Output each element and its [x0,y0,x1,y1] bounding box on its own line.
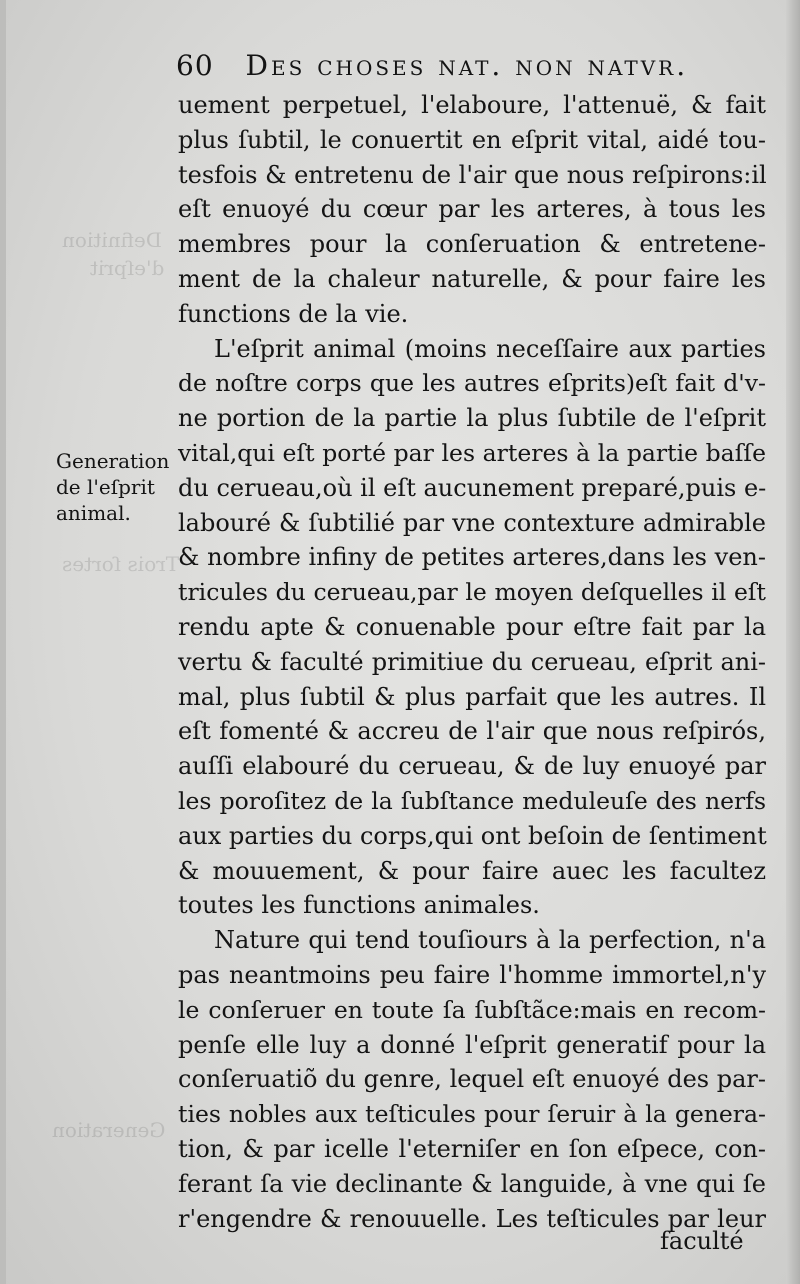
text-line: pas neantmoins peu faire l'homme immortel,n'y [178,960,766,989]
text-line: r'engendre & renouuelle. Les teſticules par leur [178,1204,766,1233]
show-through-text: Generation [52,1118,166,1142]
text-line: ties nobles aux teſticules pour ſeruir à la genera- [178,1100,766,1129]
text-line: conſeruatiõ du genre, lequel eſt enuoyé des par- [178,1065,766,1094]
text-line: du cerueau,où il eſt aucunement preparé,puis e- [178,473,767,502]
text-line: tricules du cerueau,par le moyen deſquelles il eſt [178,578,766,607]
page-number: 60 [176,49,214,82]
text-line: ment de la chaleur naturelle, & pour faire les [178,264,766,293]
text-line: & mouuement, & pour faire auec les facultez [178,856,766,885]
show-through-text: Definition [62,228,162,252]
running-head [176,46,776,86]
catchword: faculté [660,1227,744,1255]
text-line: L'eſprit animal (moins neceſſaire aux parties [214,334,766,363]
text-line: labouré & ſubtilié par vne contexture admirable [178,508,766,537]
text-line: le conſeruer en toute ſa ſubſtãce:mais en recom- [178,995,766,1024]
margin-note-line: de l'eſprit [56,475,155,499]
text-line: ferant ſa vie declinante & languide, à vne qui ſe [178,1169,766,1198]
show-through-text: Trois ſortes [62,552,180,576]
text-line: aux parties du corps,qui ont beſoin de ſentiment [178,821,767,850]
text-line: de noſtre corps que les autres eſprits)eſt fait d'v- [178,369,766,398]
text-line: penſe elle luy a donné l'eſprit generatif pour la [178,1030,766,1059]
text-line: Nature qui tend touſiours à la perfection, n'a [214,926,766,955]
text-line: toutes les functions animales. [178,891,540,920]
text-line: tion, & par icelle l'eterniſer en ſon eſpece, con- [178,1134,766,1163]
text-line: vital,qui eſt porté par les arteres à la partie baſſe [178,438,766,467]
show-through-text: d'eſprit [90,256,165,280]
body-text [178,88,766,1236]
text-line: membres pour la conſeruation & entretene- [178,230,766,259]
text-line: mal, plus ſubtil & plus parfait que les autres. Il [178,682,766,711]
text-line: tesfois & entretenu de l'air que nous reſpirons:il [178,160,767,189]
margin-note-line: animal. [56,501,131,525]
text-line: uement perpetuel, l'elaboure, l'attenuë, & fait [178,91,766,119]
text-line: plus ſubtil, le conuertit en eſprit vital, aidé tou- [178,125,766,154]
text-line: auſſi elabouré du cerueau, & de luy enuoyé par [178,752,766,781]
running-title: Des choses nat. non natvr. [245,49,689,82]
text-line: rendu apte & conuenable pour eſtre fait par la [178,612,766,641]
text-line: eſt fomenté & accreu de l'air que nous reſpirós, [178,717,766,746]
text-line: & nombre infiny de petites arteres,dans les ven- [178,543,766,572]
text-line: les poroſitez de la ſubſtance meduleuſe des nerfs [178,786,766,815]
margin-note-line: Generation [56,449,170,473]
text-line: vertu & faculté primitiue du cerueau, eſprit ani- [178,647,766,676]
margin-note [56,448,174,526]
text-line: ne portion de la partie la plus ſubtile de l'eſprit [178,404,766,433]
text-line: functions de la vie. [178,299,409,328]
text-line: eſt enuoyé du cœur par les arteres, à tous les [178,195,766,224]
